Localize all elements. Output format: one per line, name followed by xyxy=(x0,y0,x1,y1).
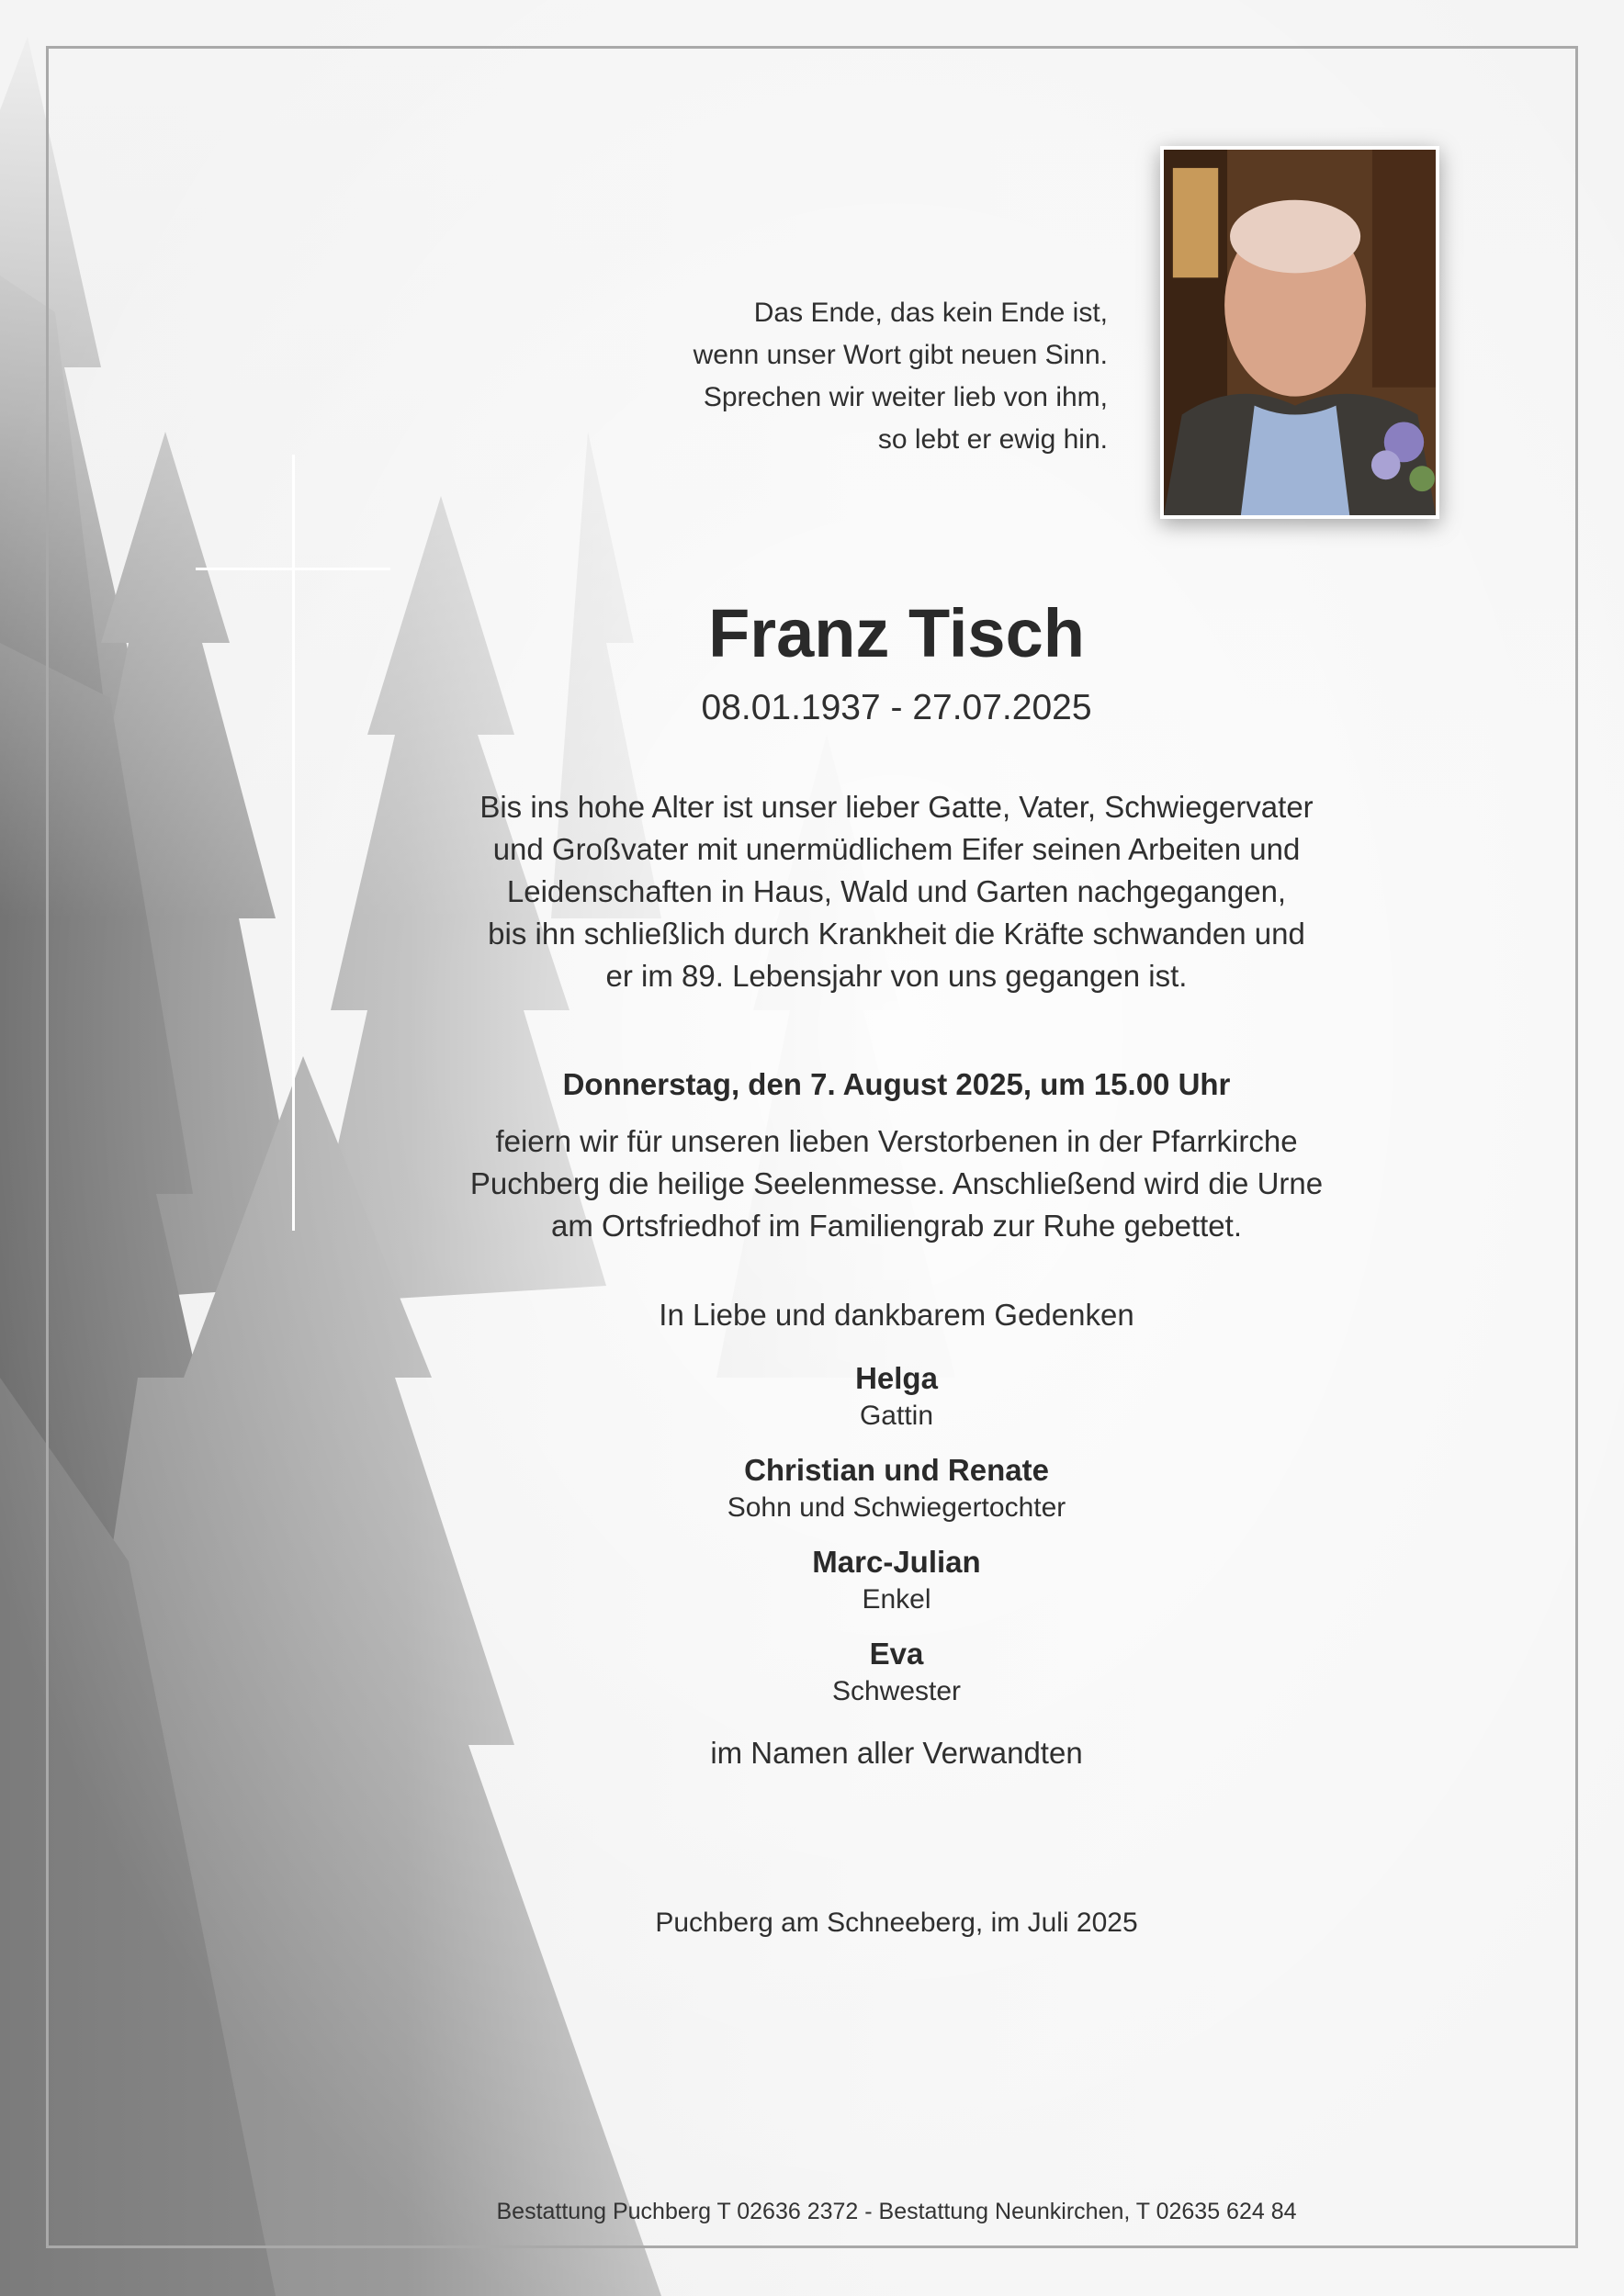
mourner-name: Christian und Renate xyxy=(744,1453,1049,1487)
mourner-name: Eva xyxy=(869,1637,924,1671)
life-dates: 08.01.1937 - 27.07.2025 xyxy=(701,688,1092,727)
mourner-item xyxy=(483,1359,1310,1435)
biography xyxy=(479,786,1313,997)
bio-line: bis ihn schließlich durch Krankheit die Kräfte schwanden und xyxy=(488,917,1305,951)
deceased-name: Franz Tisch xyxy=(708,595,1085,671)
mourners-list xyxy=(483,1359,1310,1727)
remembrance-line: In Liebe und dankbarem Gedenken xyxy=(659,1298,1134,1332)
mourner-item xyxy=(483,1451,1310,1526)
memorial-quote xyxy=(557,292,1108,461)
cross-icon-horizontal xyxy=(196,568,390,570)
mourner-name: Helga xyxy=(855,1361,938,1395)
quote-line: so lebt er ewig hin. xyxy=(877,424,1108,455)
portrait-photo xyxy=(1160,146,1439,519)
service-line: am Ortsfriedhof im Familiengrab zur Ruhe gebettet. xyxy=(551,1209,1242,1243)
mourner-item xyxy=(483,1543,1310,1618)
bio-line: er im 89. Lebensjahr von uns gegangen ist. xyxy=(605,959,1188,993)
quote-line: Das Ende, das kein Ende ist, xyxy=(753,298,1108,328)
bio-line: Bis ins hohe Alter ist unser lieber Gatte, Vater, Schwiegervater xyxy=(479,790,1314,824)
mourner-relation: Schwester xyxy=(831,1676,962,1706)
mourner-name: Marc-Julian xyxy=(812,1545,981,1579)
mourner-relation: Sohn und Schwiegertochter xyxy=(727,1492,1066,1523)
mourner-item xyxy=(483,1635,1310,1710)
quote-line: Sprechen wir weiter lieb von ihm, xyxy=(703,382,1108,412)
service-description xyxy=(470,1120,1323,1247)
service-datetime: Donnerstag, den 7. August 2025, um 15.00 Uhr xyxy=(562,1067,1231,1101)
undertaker-footer: Bestattung Puchberg T 02636 2372 - Bestattung Neunkirchen, T 02635 624 84 xyxy=(496,2199,1297,2224)
service-line: feiern wir für unseren lieben Verstorbenen in der Pfarrkirche xyxy=(495,1124,1298,1158)
family-line: im Namen aller Verwandten xyxy=(710,1736,1083,1770)
mourner-relation: Enkel xyxy=(862,1584,931,1615)
place-date: Puchberg am Schneeberg, im Juli 2025 xyxy=(655,1908,1138,1938)
cross-icon-vertical xyxy=(292,455,295,1231)
quote-line: wenn unser Wort gibt neuen Sinn. xyxy=(693,340,1108,370)
mourner-relation: Gattin xyxy=(859,1401,934,1431)
service-line: Puchberg die heilige Seelenmesse. Anschließend wird die Urne xyxy=(469,1166,1324,1200)
bio-line: Leidenschaften in Haus, Wald und Garten nachgegangen, xyxy=(506,874,1287,908)
bio-line: und Großvater mit unermüdlichem Eifer seinen Arbeiten und xyxy=(492,832,1301,866)
